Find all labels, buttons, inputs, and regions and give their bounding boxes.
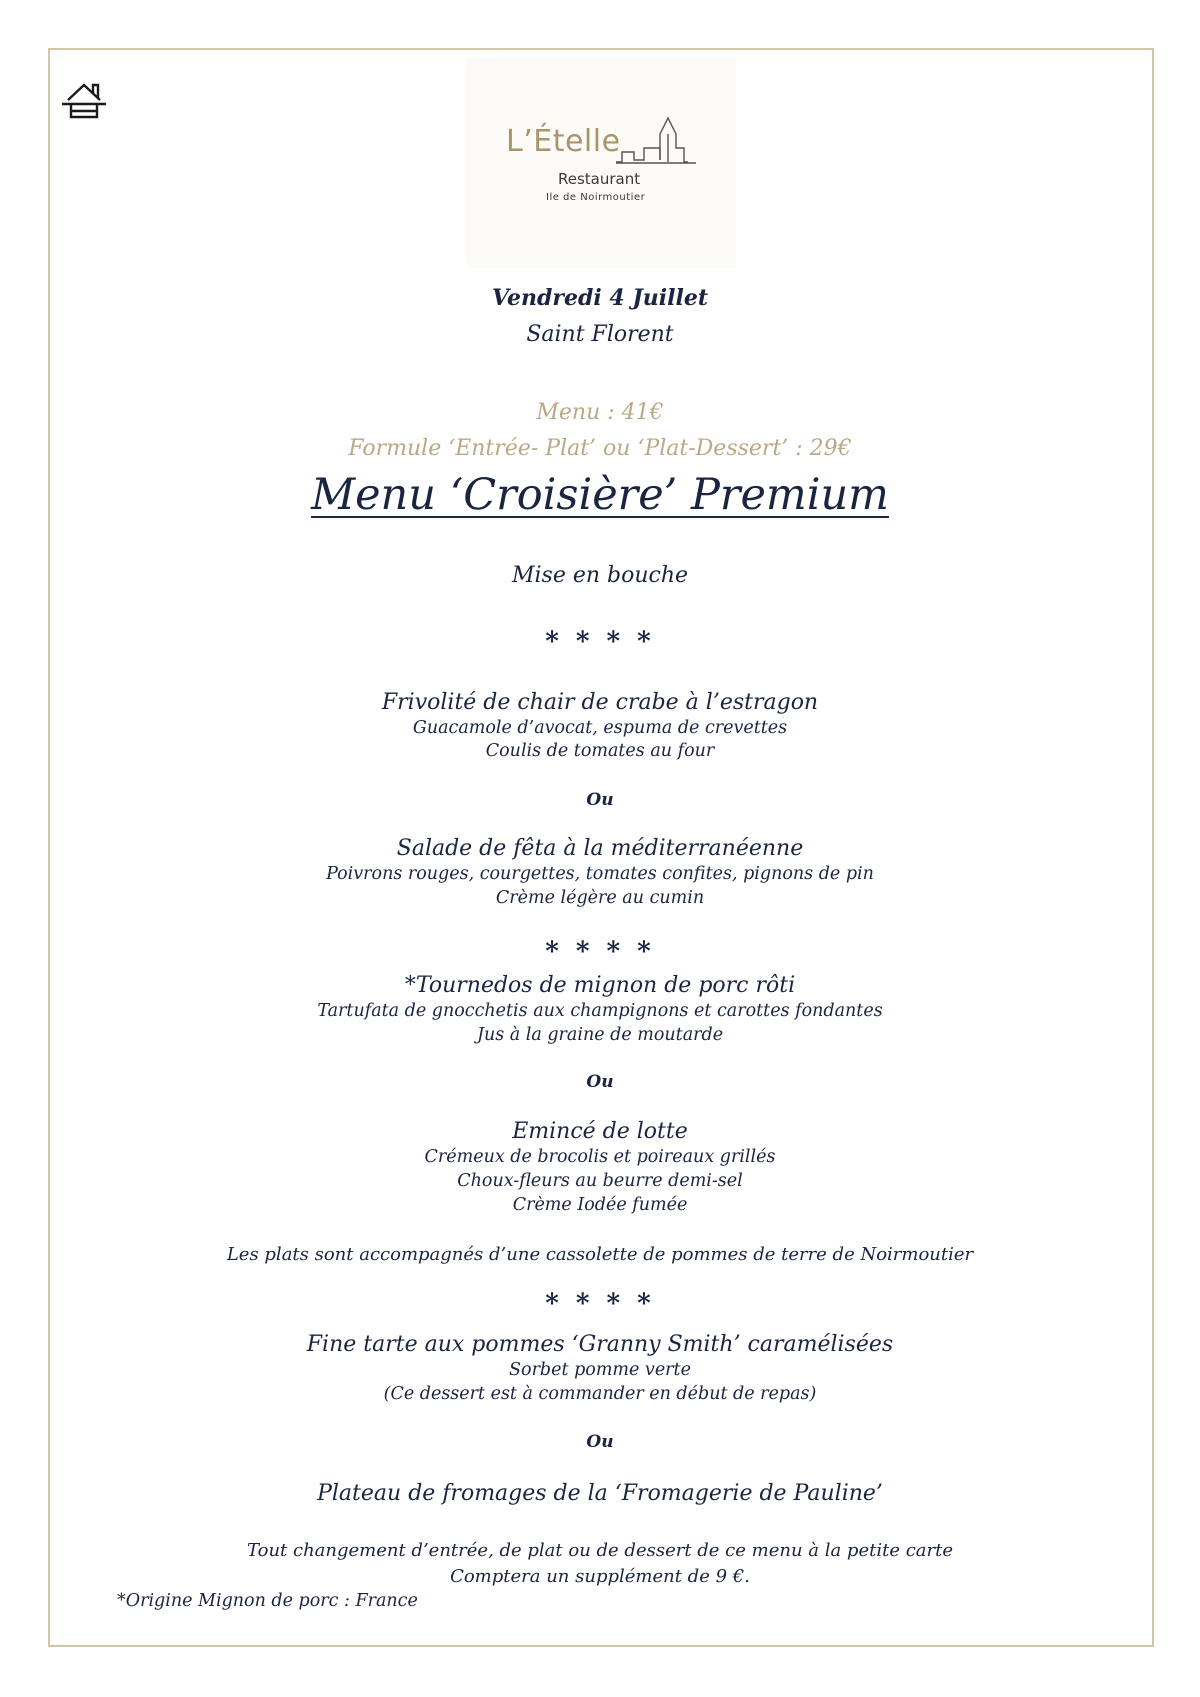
main-2-detail: Choux-fleurs au beurre demi-sel <box>457 1171 743 1191</box>
dessert-1-detail: Sorbet pomme verte <box>509 1360 691 1380</box>
change-notice: Tout changement d’entrée, de plat ou de dessert de ce menu à la petite carte <box>247 1540 953 1561</box>
starter-1-detail: Coulis de tomates au four <box>485 741 715 761</box>
dessert-2-name: Plateau de fromages de la ‘Fromagerie de Pauline’ <box>317 1481 883 1506</box>
main-1-name: *Tournedos de mignon de porc rôti <box>404 973 796 998</box>
logo-location: Ile de Noirmoutier <box>546 192 646 203</box>
logo-subtitle: Restaurant <box>558 170 641 188</box>
separator: * * * * <box>545 937 655 967</box>
main-1-detail: Tartufata de gnocchetis aux champignons et carottes fondantes <box>317 1001 883 1021</box>
castle-icon <box>616 112 696 168</box>
main-2-name: Emincé de lotte <box>512 1119 688 1144</box>
side-dish-note: Les plats sont accompagnés d’une cassolette de pommes de terre de Noirmoutier <box>226 1244 974 1265</box>
restaurant-logo <box>466 58 736 268</box>
starter-1-name: Frivolité de chair de crabe à l’estragon <box>381 690 819 715</box>
starter-2-name: Salade de fêta à la méditerranéenne <box>396 836 804 861</box>
house-icon <box>60 80 108 122</box>
separator: * * * * <box>545 627 655 657</box>
change-notice: Comptera un supplément de 9 €. <box>450 1566 750 1587</box>
starter-2-detail: Crème légère au cumin <box>495 888 705 908</box>
or-label: Ou <box>586 790 614 810</box>
formula-price: Formule ‘Entrée- Plat’ ou ‘Plat-Dessert’ : 29€ <box>348 436 852 461</box>
saint-of-day: Saint Florent <box>526 322 674 347</box>
or-label: Ou <box>586 1432 614 1452</box>
dessert-1-detail: (Ce dessert est à commander en début de repas) <box>383 1384 817 1404</box>
logo-name: L’Ételle <box>506 124 621 159</box>
or-label: Ou <box>586 1072 614 1092</box>
starter-1-detail: Guacamole d’avocat, espuma de crevettes <box>412 718 788 738</box>
menu-date: Vendredi 4 Juillet <box>491 285 708 311</box>
page-title: Menu ‘Croisière’ Premium <box>311 470 889 520</box>
amuse-bouche: Mise en bouche <box>511 563 689 588</box>
separator: * * * * <box>545 1289 655 1319</box>
menu-price: Menu : 41€ <box>536 400 664 425</box>
dessert-1-name: Fine tarte aux pommes ‘Granny Smith’ caramélisées <box>306 1332 894 1357</box>
main-2-detail: Crème Iodée fumée <box>512 1195 688 1215</box>
main-1-detail: Jus à la graine de moutarde <box>476 1025 724 1045</box>
origin-footnote: *Origine Mignon de porc : France <box>117 1591 418 1611</box>
main-2-detail: Crémeux de brocolis et poireaux grillés <box>424 1147 776 1167</box>
starter-2-detail: Poivrons rouges, courgettes, tomates confites, pignons de pin <box>326 864 874 884</box>
